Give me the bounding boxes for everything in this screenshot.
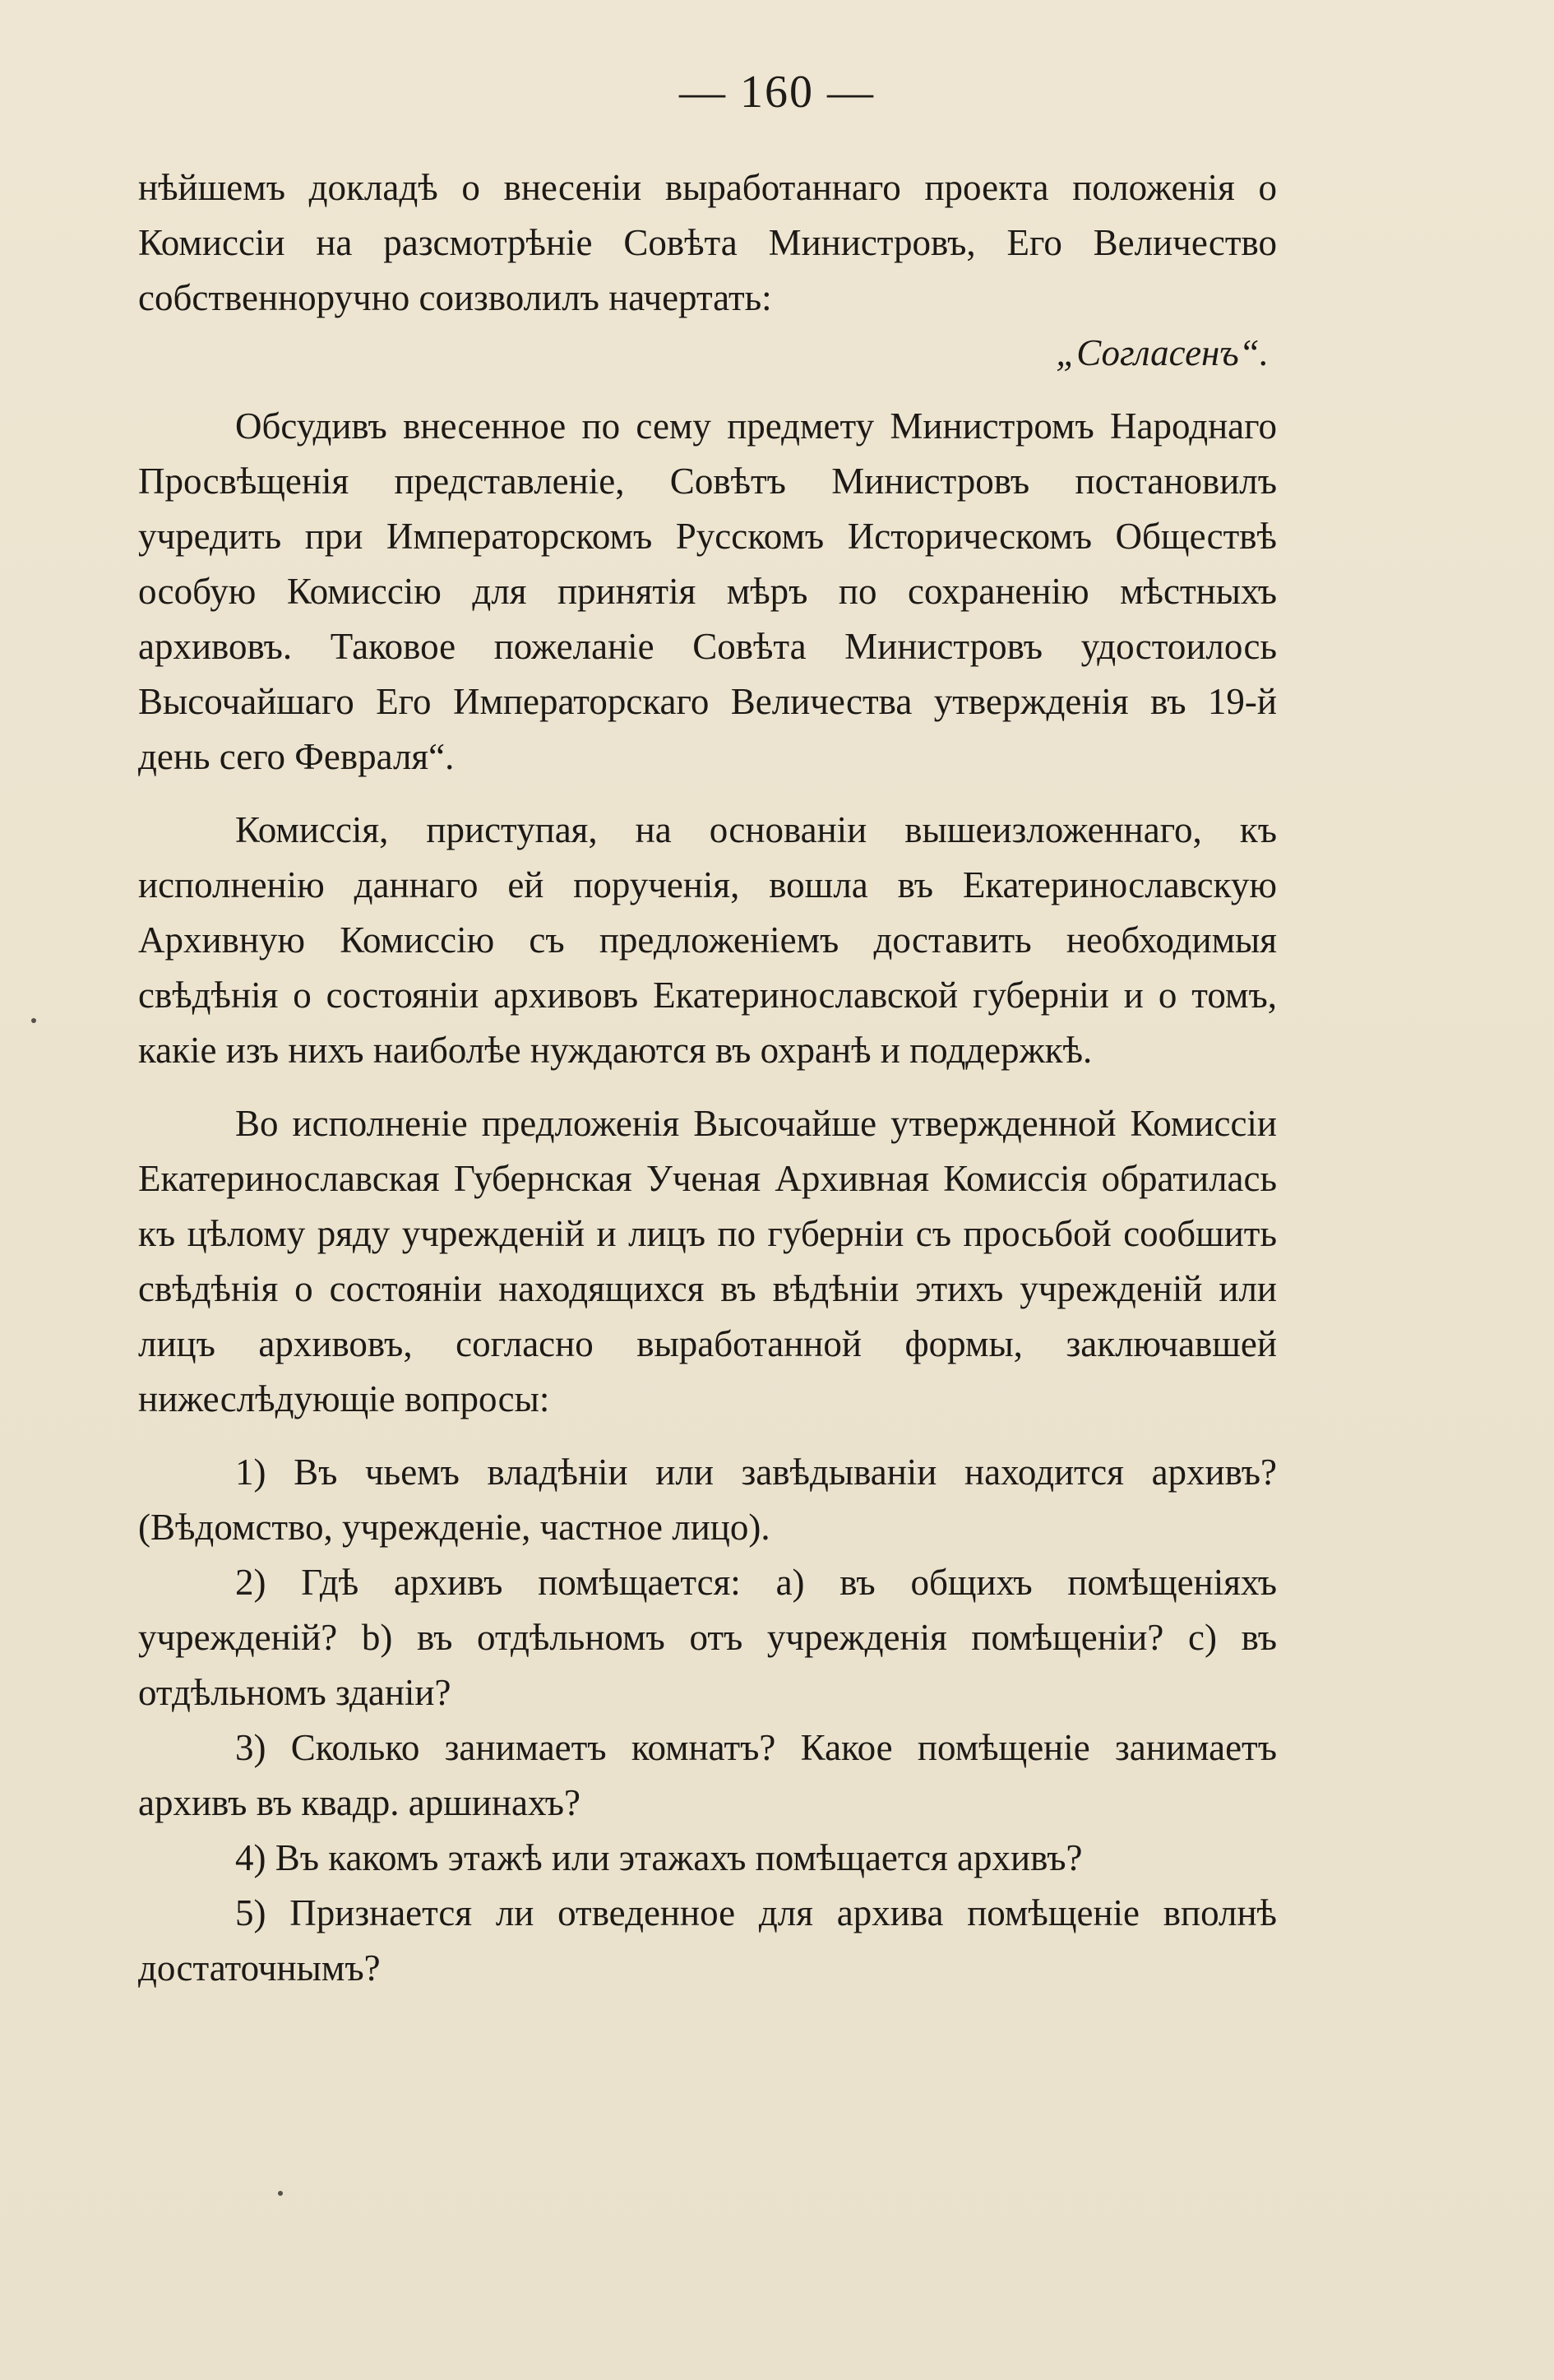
- paper-speck: [278, 2191, 283, 2196]
- imperial-resolution: „Согласенъ“.: [1056, 332, 1269, 373]
- paragraph-commission-action: Комиссія, приступая, на основаніи вышеизложеннаго, къ исполненію даннаго ей порученія, вошла въ Екатеринославскую Архивную Комиссію съ предложеніемъ доставить необходимыя свѣдѣнія о состояніи архивовъ Екатеринославской губерніи и о томъ, какіе изъ нихъ наиболѣе нуждаются въ охранѣ и поддержкѣ.: [138, 809, 1277, 1071]
- paragraph-inquiry: Во исполненіе предложенія Высочайше утвержденной Комиссіи Екатеринославская Губернская Ученая Архивная Комиссія обратилась къ цѣлому ряду учрежденій и лицъ по губерніи съ просьбой сообшить свѣдѣнія о состояніи находящихся въ вѣдѣніи этихъ учрежденій или лицъ архивовъ, согласно выработанной формы, заключавшей нижеслѣдующіе вопросы:: [138, 1103, 1277, 1419]
- paragraph-council-decision: Обсудивъ внесенное по сему предмету Министромъ Народнаго Просвѣщенія представленіе, Совѣтъ Министровъ постановилъ учредить при Императорскомъ Русскомъ Историческомъ Обществѣ особую Комиссію для принятія мѣръ по сохраненію мѣстныхъ архивовъ. Таковое пожеланіе Совѣта Министровъ удостоилось Высочайшаго Его Императорскаго Величества утвержденія въ 19-й день сего Февраля“.: [138, 405, 1277, 777]
- paragraph-continuation: нѣйшемъ докладѣ о внесеніи выработаннаго проекта положенія о Комиссіи на разсмотрѣніе Совѣта Министровъ, Его Величество собственноручно соизволилъ начертать:: [138, 167, 1277, 318]
- question-item: 2) Гдѣ архивъ помѣщается: a) въ общихъ помѣщеніяхъ учрежденій? b) въ отдѣльномъ отъ учрежденія помѣщеніи? c) въ отдѣльномъ зданіи?: [138, 1562, 1277, 1713]
- paper-speck: [31, 1018, 36, 1023]
- question-item: 1) Въ чьемъ владѣніи или завѣдываніи находится архивъ? (Вѣдомство, учрежденіе, частное лицо).: [138, 1452, 1277, 1548]
- page-text: [138, 160, 1277, 1996]
- question-item: 4) Въ какомъ этажѣ или этажахъ помѣщается архивъ?: [235, 1837, 1083, 1878]
- question-item: 3) Сколько занимаетъ комнатъ? Какое помѣщеніе занимаетъ архивъ въ квадр. аршинахъ?: [138, 1727, 1277, 1823]
- question-item: 5) Признается ли отведенное для архива помѣщеніе вполнѣ достаточнымъ?: [138, 1892, 1277, 1989]
- page-number: — 160 —: [679, 67, 875, 118]
